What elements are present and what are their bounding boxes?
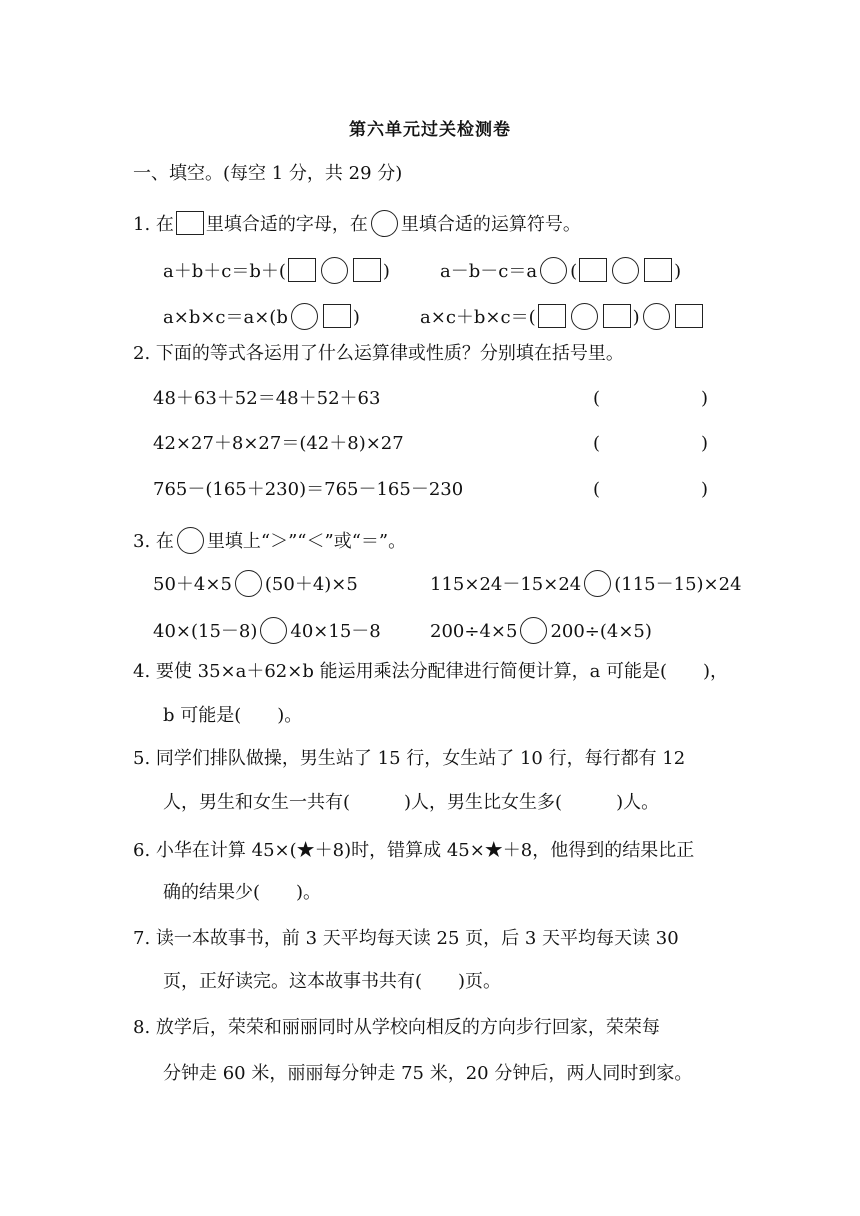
question-5-line-1: 5. 同学们排队做操，男生站了 15 行，女生站了 10 行，每行都有 12 (133, 748, 686, 769)
answer-circle[interactable] (291, 303, 318, 330)
answer-box[interactable] (579, 258, 607, 282)
answer-box[interactable] (288, 258, 316, 282)
answer-circle[interactable] (643, 303, 670, 330)
answer-circle[interactable] (371, 210, 398, 237)
answer-circle[interactable] (584, 570, 611, 597)
question-6-line-1: 6. 小华在计算 45×(★＋8)时，错算成 45×★＋8，他得到的结果比正 (133, 840, 695, 861)
question-7-line-1: 7. 读一本故事书，前 3 天平均每天读 25 页，后 3 天平均每天读 30 (133, 928, 679, 949)
answer-box[interactable] (353, 258, 381, 282)
question-8-line-1: 8. 放学后，荣荣和丽丽同时从学校向相反的方向步行回家，荣荣每 (133, 1017, 660, 1038)
answer-circle[interactable] (612, 257, 639, 284)
answer-paren-close: ) (701, 479, 709, 500)
question-5-line-2: 人，男生和女生一共有( )人，男生比女生多( )人。 (163, 792, 660, 813)
question-1-equation-1: a＋b＋c＝b＋( ) (163, 257, 390, 284)
answer-box[interactable] (675, 304, 703, 328)
answer-paren-close: ) (701, 433, 709, 454)
answer-circle[interactable] (260, 617, 287, 644)
answer-box[interactable] (176, 211, 204, 235)
question-2-expression-1: 48＋63＋52＝48＋52＋63 (153, 388, 381, 409)
question-2-expression-3: 765－(165＋230)＝765－165－230 (153, 479, 464, 500)
question-3-comparison-2: 115×24－15×24 (115－15)×24 (430, 570, 742, 597)
answer-box[interactable] (323, 304, 351, 328)
question-1-prompt: 1. 在 里填合适的字母，在 里填合适的运算符号。 (133, 210, 581, 237)
answer-box[interactable] (644, 258, 672, 282)
question-1-equation-4: a×c＋b×c＝( ) (420, 303, 705, 330)
question-8-line-2: 分钟走 60 米，丽丽每分钟走 75 米，20 分钟后，两人同时到家。 (163, 1063, 693, 1084)
answer-paren-open: ( (593, 388, 601, 409)
question-2-expression-2: 42×27＋8×27＝(42＋8)×27 (153, 433, 404, 454)
answer-paren-close: ) (701, 388, 709, 409)
question-4-line-1: 4. 要使 35×a＋62×b 能运用乘法分配律进行简便计算，a 可能是( )， (133, 661, 729, 682)
answer-circle[interactable] (321, 257, 348, 284)
answer-box[interactable] (603, 304, 631, 328)
question-3-comparison-4: 200÷4×5 200÷(4×5) (430, 617, 652, 644)
question-3-comparison-1: 50＋4×5 (50＋4)×5 (153, 570, 358, 597)
answer-paren-open: ( (593, 479, 601, 500)
answer-box[interactable] (538, 304, 566, 328)
question-1-equation-3: a×b×c＝a×(b ) (163, 303, 360, 330)
question-4-line-2: b 可能是( )。 (163, 705, 303, 726)
question-1-equation-2: a－b－c＝a ( ) (440, 257, 681, 284)
question-3-prompt: 3. 在 里填上“＞”“＜”或“＝”。 (133, 527, 406, 554)
section-heading: 一、填空。(每空 1 分，共 29 分) (133, 163, 403, 184)
question-2-prompt: 2. 下面的等式各运用了什么运算律或性质？分别填在括号里。 (133, 343, 624, 364)
answer-circle[interactable] (177, 527, 204, 554)
page-title: 第六单元过关检测卷 (349, 120, 511, 140)
answer-paren-open: ( (593, 433, 601, 454)
question-7-line-2: 页，正好读完。这本故事书共有( )页。 (163, 971, 502, 992)
question-3-comparison-3: 40×(15－8) 40×15－8 (153, 617, 381, 644)
answer-circle[interactable] (540, 257, 567, 284)
question-6-line-2: 确的结果少( )。 (163, 882, 322, 903)
answer-circle[interactable] (520, 617, 547, 644)
answer-circle[interactable] (235, 570, 262, 597)
answer-circle[interactable] (571, 303, 598, 330)
